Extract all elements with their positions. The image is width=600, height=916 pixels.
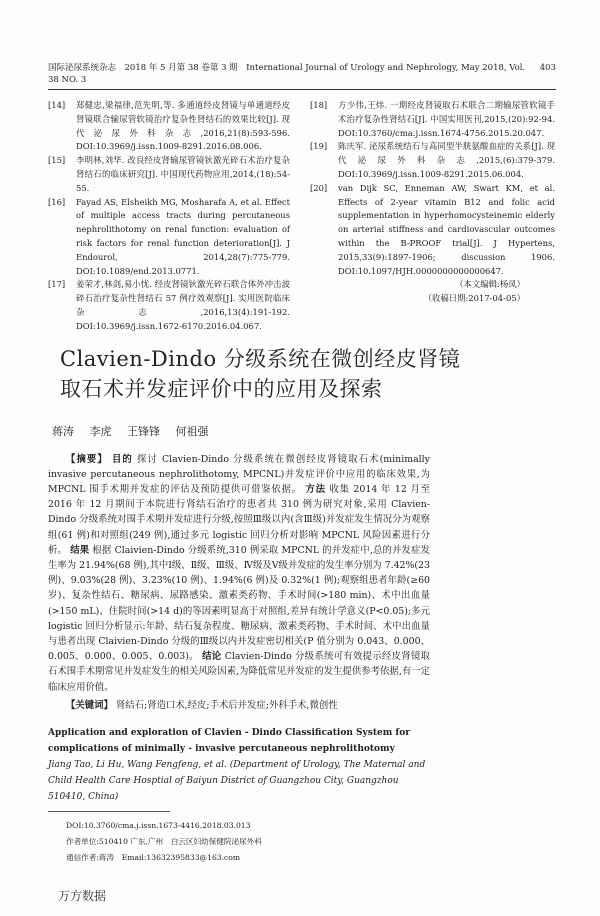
abstract-label: 【摘要】 <box>66 453 108 465</box>
method-label: 方法 <box>305 483 326 495</box>
ref-text: 李明林,刘华. 改良经皮肾输尿管镜钬激光碎石术治疗复杂肾结石的临床研究[J]. 中国现代药物应用,2014,(18):54-55. <box>76 155 290 193</box>
purpose-text: 探讨 Clavien-Dindo 分级系统在微创经皮肾镜取石术(minimally invasive percutaneous nephrolithotomy, MPCNL)并发症评价中应用的临床效果,为 MPCNL 围手术期并发症的评估及预防提供可借鉴依据。 <box>48 453 430 495</box>
title-line: 取石术并发症评价中的应用及探索 <box>60 376 383 401</box>
author: 蒋涛 <box>52 424 74 438</box>
ref-text: 郑健忠,梁福律,范先明,等. 多通道经皮肾镜与单通道经皮肾镜联合输尿管软镜治疗复杂性肾结石的效果比较[J]. 现代泌尿外科杂志,2016,21(8):593-596. DOI:10.3969/j.issn.1009-8291.2016.08.006. <box>76 100 290 152</box>
references-left <box>48 99 290 334</box>
reference <box>48 99 290 154</box>
header-rule <box>48 89 556 90</box>
reference <box>310 140 555 181</box>
ref-number: [20] <box>310 182 328 193</box>
reference <box>48 196 290 279</box>
footnote <box>48 818 555 866</box>
ref-number: [19] <box>310 141 328 152</box>
running-header <box>48 62 556 86</box>
result-text: 根据 Claivien-Dindo 分级系统,310 例采取 MPCNL 的并发症中,总的并发症发生率为 21.94%(68 例),其中Ⅰ级、Ⅱ级、Ⅲ级、Ⅳ级及Ⅴ级并发症的发生率分别为 7.42%(23 例)、9.03%(28 例)、3.23%(10 例)、1.94%(6 例)及 0.32%(1 例);观察组患者年龄(≥60 岁)、复杂性结石、糖尿病、尿路感染、激素类药物、手术时间(>180 min)、术中出血量(>150 mL)、住院时间(>14 d)的等因素明显高于对照组,差异有统计学意义(P<0.05);多元 logistic 回归分析显示:年龄、结石复杂程度、糖尿病、激素类药物、手术时间、术中出血量与患者出现 Claivien-Dindo 分级的Ⅲ级以内并发症密切相关(P 值分别为 0.043、0.000、0.005、0.000、0.005、0.003)。 <box>48 544 430 663</box>
page-number: 403 <box>539 63 556 73</box>
method-text: 收集 2014 年 12 月至 2016 年 12 月期间于本院进行肾结石治疗的患者共 310 例为研究对象,采用 Clavien-Dindo 分级系统对围手术期并发症进行分级,按照Ⅲ级以内(含Ⅲ级)并发症发生情况分为观察组(61 例)和对照组(249 例),通过多元 logistic 回归分析对影响 MPCNL 风险因素进行分析。 <box>48 483 431 556</box>
affiliation: 作者单位:510410 广东,广州 白云区妇幼保健院泌尿外科 <box>66 836 262 846</box>
ref-number: [14] <box>48 100 66 110</box>
reference <box>48 278 290 333</box>
ref-number: [15] <box>48 155 66 166</box>
article-title <box>48 344 555 404</box>
reference <box>310 182 555 279</box>
english-authors: Jiang Tao, Li Hu, Wang Fengfeng, et al. (Department of Urology, The Maternal and Child Health Care Hosptial of Baiyun District of Guangzhou City, Guangzhou 510410, China) <box>48 759 426 802</box>
watermark: 万方数据 <box>58 888 107 903</box>
ref-number: [17] <box>48 279 66 290</box>
english-abstract-header <box>48 725 430 805</box>
author-list <box>48 424 555 440</box>
references <box>48 99 556 334</box>
conclusion-label: 结论 <box>202 651 222 663</box>
abstract <box>48 452 430 695</box>
references-right <box>310 99 555 306</box>
doi: DOI:10.3760/cma.j.issn.1673-4416.2018.03.013 <box>66 820 251 830</box>
author: 何祖强 <box>175 424 209 438</box>
reference <box>310 99 555 140</box>
reference <box>48 154 290 195</box>
keywords-text: 肾结石;肾造口术,经皮;手术后并发症;外科手术,微创性 <box>115 699 338 711</box>
received-date: （收稿日期:2017-04-05） <box>423 293 525 304</box>
ref-text: van Dijk SC, Enneman AW, Swart KM, et al. Effects of 2-year vitamin B12 and folic acid supplementation in hyperhomocysteinemic elderly on arterial stiffness and cardiovascular outcomes within the B-PROOF trial[J]. J Hypertens, 2015,33(9):1897-1906; discussion 1906. DOI:10.1097/HJH.0000000000000647. <box>338 182 555 276</box>
author: 王锋锋 <box>127 424 160 438</box>
english-title: Application and exploration of Clavien - Dindo Classification System for complications of minimally - invasive percutaneous nephrolithotomy <box>48 727 410 754</box>
ref-text: 陈庆军. 泌尿系统结石与高同型半胱氨酸血症的关系[J]. 现代泌尿外科杂志,2015,(6):379-379. DOI:10.3969/j.issn.1009-8291.2015.06.004. <box>338 141 555 179</box>
ref-number: [16] <box>48 196 66 207</box>
purpose-label: 目的 <box>111 453 133 465</box>
ref-text: 姜荣才,林剑,易小忧. 经皮肾镜钬激光碎石联合体外冲击波碎石治疗复杂性肾结石 57 例疗效观察[J]. 实用医院临床杂志,2016,13(4):191-192. DOI:10.3969/j.issn.1672-6170.2016.04.067. <box>76 279 290 331</box>
ref-text: Fayad AS, Elsheikh MG, Mosharafa A, et al. Effect of multiple access tracts during percutaneous nephrolithotomy on renal function: evaluation of risk factors for renal function deterioration[J]. J Endourol, 2014,28(7):775-779. DOI:10.1089/end.2013.0771. <box>76 196 290 276</box>
ref-text: 方少伟,王炜. 一期经皮肾镜取石术联合二期输尿管软镜手术治疗复杂性肾结石[J]. 中国实用医刊,2015,(20):92-94. DOI:10.3760/cma.j.issn.1674-4756.2015.20.047. <box>338 100 555 138</box>
keywords-label: 【关键词】 <box>66 699 113 711</box>
author: 李虎 <box>89 424 112 438</box>
keywords <box>48 698 430 713</box>
result-label: 结果 <box>70 544 90 556</box>
footnote-rule <box>48 811 170 812</box>
correspondence: 通信作者:蒋涛 Email:13632395833@163.com <box>66 852 241 862</box>
editor-note: （本文编辑:杨凤） <box>455 279 525 290</box>
conclusion-text: Clavien-Dindo 分级系统可有效提示经皮肾镜取石术围手术期常见并发症发生的相关风险因素,为降低常见并发症的发生提供参考依据,有一定临床应用价值。 <box>48 651 430 693</box>
ref-number: [18] <box>310 100 328 110</box>
journal-header: 国际泌尿系统杂志 2018 年 5 月第 38 卷第 3 期 International Journal of Urology and Nephrology, May 2018, Vol. 38 NO. 3 <box>48 63 526 85</box>
title-line: Clavien-Dindo 分级系统在微创经皮肾镜 <box>60 346 461 371</box>
